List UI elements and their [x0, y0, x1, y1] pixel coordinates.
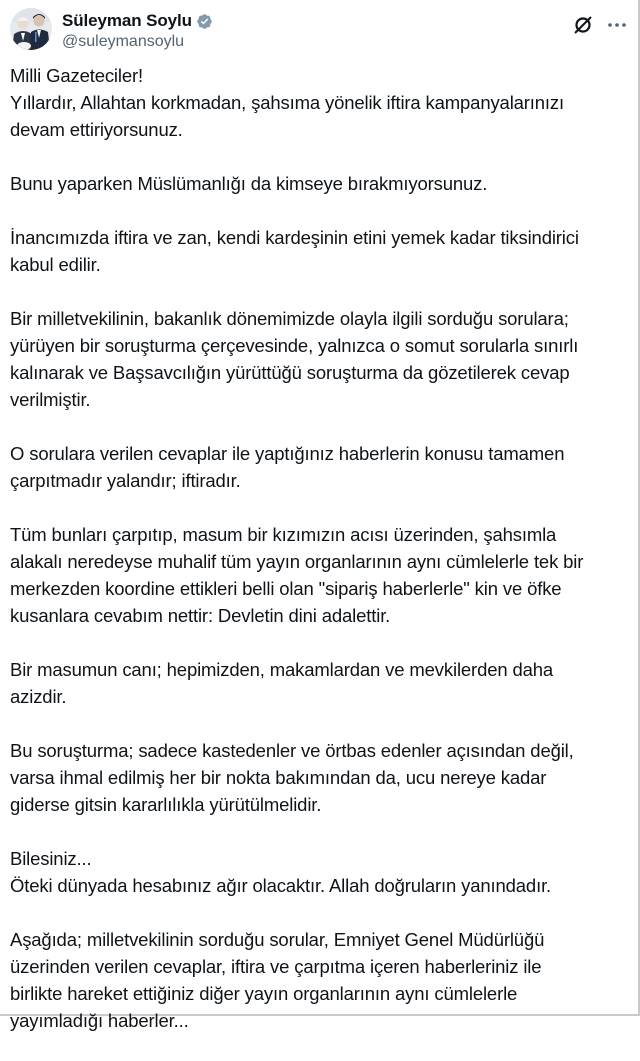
text-line: Bu soruşturma; sadece kastedenler ve örtbas edenler açısından değil, [10, 740, 574, 761]
paragraph-3 [10, 224, 620, 278]
text-line: Milli Gazeteciler! [10, 65, 143, 86]
text-line: Bir milletvekilinin, bakanlık dönemimizde olayla ilgili sorduğu sorulara; [10, 308, 569, 329]
paragraph-7 [10, 656, 620, 710]
paragraph-4 [10, 305, 620, 413]
text-line: Bunu yaparken Müslümanlığı da kimseye bırakmıyorsunuz. [10, 173, 488, 194]
paragraph-6 [10, 521, 620, 629]
text-line: birlikte hareket ettiğiniz diğer yayın organlarının aynı cümlelerle [10, 983, 518, 1004]
text-line: Bir masumun canı; hepimizden, makamlardan ve mevkilerden daha [10, 659, 554, 680]
text-line: üzerinden verilen cevaplar, iftira ve çarpıtma içeren haberleriniz ile [10, 956, 542, 977]
avatar[interactable] [10, 8, 52, 50]
verified-badge-icon [196, 13, 213, 30]
tweet-text [10, 62, 620, 1061]
paragraph-10 [10, 926, 620, 1034]
text-line: kusanlara cevabım nettir: Devletin dini adalettir. [10, 605, 391, 626]
text-line: çarpıtmadır yalandır; iftiradır. [10, 470, 241, 491]
author-display-name[interactable]: Süleyman Soylu [62, 11, 192, 30]
text-line: devam ettiriyorsunuz. [10, 119, 183, 140]
text-line: merkezden koordine ettikleri belli olan "sipariş haberlerle" kin ve öfke [10, 578, 562, 599]
text-line: İnancımızda iftira ve zan, kendi kardeşinin etini yemek kadar tiksindirici [10, 227, 579, 248]
paragraph-5 [10, 440, 620, 494]
text-line: Öteki dünyada hesabınız ağır olacaktır. Allah doğruların yanındadır. [10, 875, 552, 896]
text-line: yayımladığı haberler... [10, 1010, 189, 1031]
text-line: verilmiştir. [10, 389, 91, 410]
name-row [62, 11, 213, 31]
author-handle[interactable]: @suleymansoylu [62, 33, 185, 50]
tweet-header [10, 8, 628, 52]
text-line: Tüm bunları çarpıtıp, masum bir kızımızın acısı üzerinden, şahsımla [10, 524, 557, 545]
author-info [62, 11, 213, 51]
grok-icon[interactable] [572, 14, 594, 36]
paragraph-9 [10, 845, 620, 899]
tweet-actions [572, 14, 628, 36]
text-line: giderse gitsin kararlılıkla yürütülmelidir. [10, 794, 322, 815]
avatar-photo-icon [10, 8, 52, 50]
text-line: kabul edilir. [10, 254, 101, 275]
text-line: O sorulara verilen cevaplar ile yaptığınız haberlerin konusu tamamen [10, 443, 565, 464]
text-line: yürüyen bir soruşturma çerçevesinde, yalnızca o somut sorularla sınırlı [10, 335, 579, 356]
paragraph-2 [10, 170, 620, 197]
text-line: alakalı neredeyse muhalif tüm yayın organlarının aynı cümlelerle tek bir [10, 551, 584, 572]
text-line: Bilesiniz... [10, 848, 92, 869]
paragraph-8 [10, 737, 620, 818]
more-horizontal-icon[interactable] [606, 14, 628, 36]
text-line: varsa ihmal edilmiş her bir nokta bakımından da, ucu nereye kadar [10, 767, 547, 788]
text-line: azizdir. [10, 686, 67, 707]
text-line: Aşağıda; milletvekilinin sorduğu sorular, Emniyet Genel Müdürlüğü [10, 929, 545, 950]
text-line: kalınarak ve Başsavcılığın yürüttüğü soruşturma da gözetilerek cevap [10, 362, 570, 383]
paragraph-1 [10, 62, 620, 143]
text-line: Yıllardır, Allahtan korkmadan, şahsıma yönelik iftira kampanyalarınızı [10, 92, 565, 113]
